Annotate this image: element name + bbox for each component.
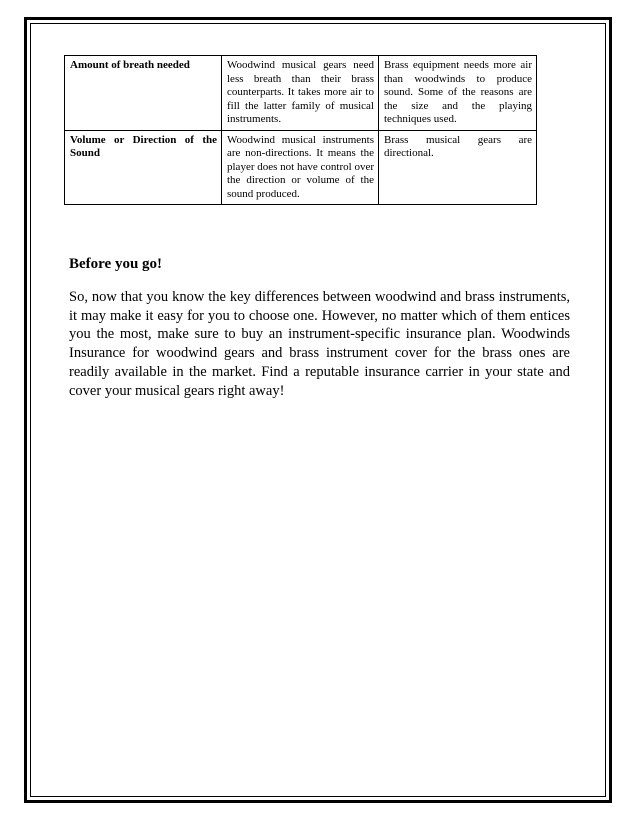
woodwind-cell: Woodwind musical gears need less breath than their brass counterparts. It takes more air to fill the latter family of musical instruments. xyxy=(222,56,379,131)
table-row xyxy=(65,56,537,131)
comparison-table xyxy=(64,55,537,205)
brass-cell: Brass musical gears are directional. xyxy=(379,130,537,205)
body-paragraph: So, now that you know the key differences between woodwind and brass instruments, it may make it easy for you to choose one. However, no matter which of them entices you the most, make sure to buy an instrument-specific insurance plan. Woodwinds Insurance for woodwind gears and brass instrument cover for the brass ones are readily available in the market. Find a reputable insurance carrier in your state and cover your musical gears right away! xyxy=(69,289,570,399)
brass-cell: Brass equipment needs more air than woodwinds to produce sound. Some of the reasons are the size and the playing techniques used. xyxy=(379,56,537,131)
section-heading: Before you go! xyxy=(69,256,163,272)
table-row xyxy=(65,130,537,205)
row-criterion: Amount of breath needed xyxy=(65,56,222,131)
woodwind-cell: Woodwind musical instruments are non-directions. It means the player does not have control over the direction or volume of the sound produced. xyxy=(222,130,379,205)
row-criterion: Volume or Direction of the Sound xyxy=(65,130,222,205)
